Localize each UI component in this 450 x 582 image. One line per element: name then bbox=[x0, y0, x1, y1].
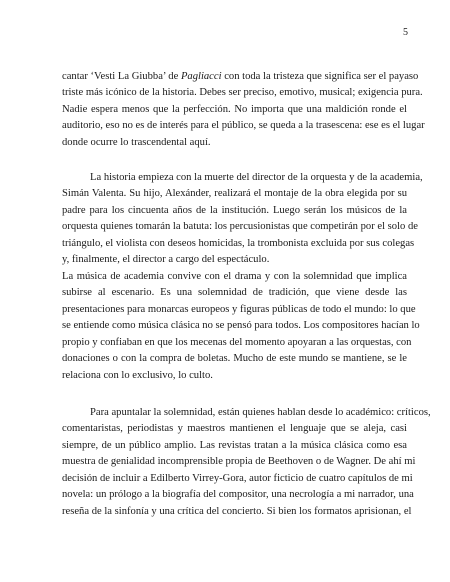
text-line: La música de academia convive con el drama y con la solemnidad que implica bbox=[62, 271, 407, 282]
text-line: siempre, de un público amplio. Las revistas tratan a la música clásica como esa bbox=[62, 439, 407, 451]
paragraph-3 bbox=[62, 269, 420, 384]
page-number: 5 bbox=[403, 27, 408, 38]
text-line: presentaciones para monarcas europeos y figuras públicas de todo el mundo: lo que bbox=[62, 303, 416, 315]
opera-title: Pagliacci bbox=[180, 71, 222, 82]
text-line: orquesta quienes tomarán la batuta: los percusionistas que competirán por el solo de bbox=[62, 221, 418, 233]
text-line: muestra de genialidad incomprensible propia de Beethoven o de Wagner. De ahí mi bbox=[62, 456, 416, 468]
text-line: donaciones o con la compra de boletas. Mucho de este mundo se mantiene, se le bbox=[62, 353, 407, 365]
text-line: propio y confiaban en que los mecenas del momento apoyaran a las orquestas, con bbox=[62, 336, 412, 348]
text-line: auditorio, eso no es de interés para el público, se queda a la trasescena: ese es el lugar bbox=[62, 120, 425, 132]
text-line: Para apuntalar la solemnidad, están quienes hablan desde lo académico: críticos, bbox=[90, 407, 431, 418]
text-line: se entiende como música clásica no se pensó para todos. Los compositores hacían lo bbox=[62, 320, 420, 332]
text-line: cantar ‘Vesti La Giubba’ de Pagliacci con toda la tristeza que significa ser el payaso bbox=[62, 71, 419, 82]
text-line: novela: un prólogo a la biografía del compositor, una necrología a mi narrador, una bbox=[62, 489, 414, 501]
text-line: subirse al escenario. Es una solemnidad de tradición, que viene desde las bbox=[62, 287, 407, 299]
text-line: La historia empieza con la muerte del director de la orquesta y de la academia, bbox=[90, 172, 423, 183]
text-line: Nadie espera menos que la perfección. No importa que una maldición ronde el bbox=[62, 103, 407, 115]
text-line: comentaristas, periodistas y maestros mantienen el lenguaje que se aleja, casi bbox=[62, 423, 407, 435]
text-line: decisión de incluir a Edilberto Virrey-Gora, autor ficticio de cuatro capítulos de mi bbox=[62, 472, 413, 484]
text-line: padre para los cincuenta años de la institución. Luego serán los músicos de la bbox=[62, 204, 407, 216]
paragraph-4 bbox=[62, 405, 431, 520]
paragraph-2 bbox=[62, 170, 423, 269]
text-line: triste más icónico de la historia. Debes ser preciso, emotivo, musical; exigencia pura. bbox=[62, 87, 423, 99]
text-line: relaciona con lo exclusivo, lo culto. bbox=[62, 369, 213, 381]
text-line: triángulo, el violista con deseos homicidas, la trombonista excluida por sus colegas bbox=[62, 237, 415, 249]
paragraph-1 bbox=[62, 69, 425, 151]
text-line: reseña de la sinfonía y una crítica del concierto. Si bien los formatos aprisionan, el bbox=[62, 505, 412, 517]
text-line: Simán Valenta. Su hijo, Alexánder, realizará el montaje de la obra elegida por su bbox=[62, 188, 407, 200]
text-line: y, finalmente, el director a cargo del espectáculo. bbox=[62, 254, 270, 266]
text-line: donde ocurre lo trascendental aquí. bbox=[62, 136, 211, 148]
